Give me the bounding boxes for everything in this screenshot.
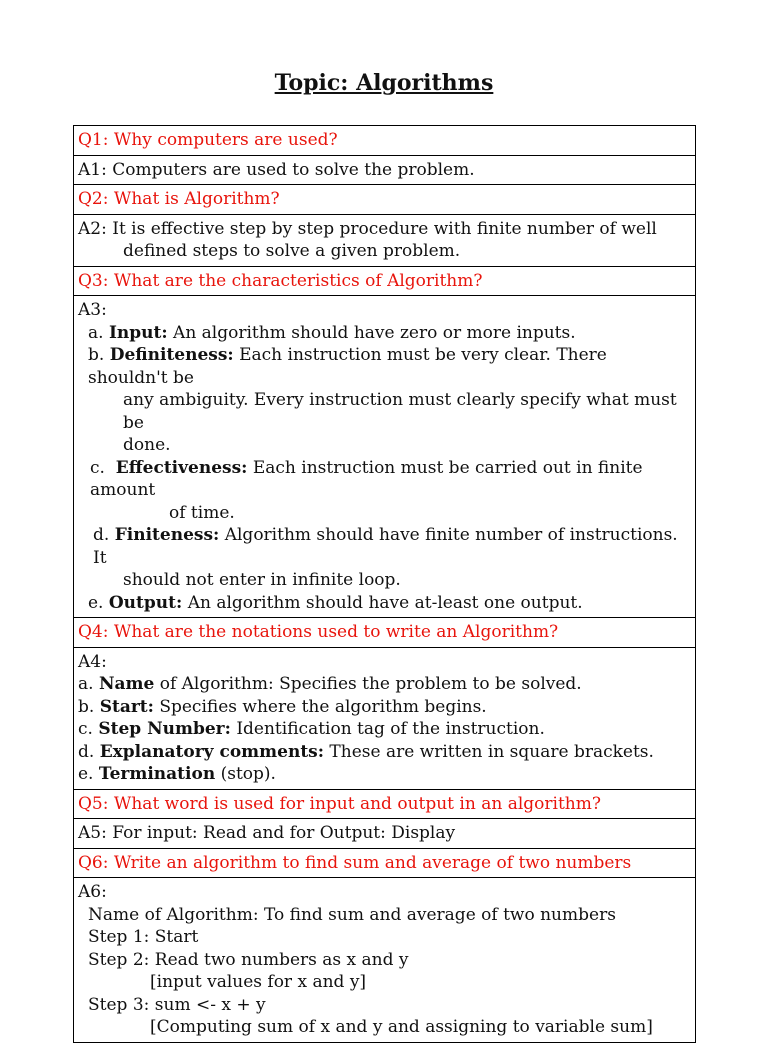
list-text: Each instruction must be carried out in finite amount (90, 457, 643, 500)
list-text: Identification tag of the instruction. (236, 719, 545, 739)
list-term: Start: (99, 696, 154, 717)
list-text: (stop). (220, 764, 276, 784)
question-row (74, 789, 696, 819)
question-row (74, 185, 696, 215)
list-text: Algorithm should have finite number of instructions. It (93, 525, 678, 568)
list-item (78, 763, 691, 786)
list-text: of Algorithm: Specifies the problem to be solved. (159, 674, 582, 694)
question-3: Q3: What are the characteristics of Algorithm? (74, 266, 696, 296)
answer-3 (74, 296, 696, 618)
list-text: An algorithm should have zero or more inputs. (173, 322, 576, 343)
list-term: Effectiveness: (115, 457, 248, 478)
list-item (78, 673, 691, 696)
list-marker: e. (78, 764, 94, 784)
algorithm-name: Name of Algorithm: To find sum and average of two numbers (88, 904, 616, 925)
list-item (78, 344, 691, 389)
list-term: Definiteness: (109, 345, 234, 365)
list-term: Finiteness: (114, 525, 220, 545)
answer-row (74, 819, 696, 849)
question-row (74, 848, 696, 878)
list-marker: b. (78, 696, 95, 717)
answer-1: A1: Computers are used to solve the problem. (74, 155, 696, 185)
list-marker: d. (78, 741, 95, 762)
list-term: Input: (108, 322, 168, 343)
list-text: Each instruction must be very clear. There shouldn't be (88, 345, 607, 388)
list-text: any ambiguity. Every instruction must clearly specify what must be (123, 390, 677, 433)
list-term: Output: (108, 592, 183, 613)
list-item (78, 696, 691, 719)
answer-4 (74, 647, 696, 789)
answer-5: A5: For input: Read and for Output: Display (74, 819, 696, 849)
list-marker: c. (90, 457, 105, 478)
answer-label: A6: (78, 882, 107, 902)
step-line: Step 2: Read two numbers as x and y (88, 949, 409, 970)
list-item (78, 718, 691, 741)
list-item (78, 592, 691, 615)
list-marker: b. (88, 345, 105, 365)
list-marker: e. (88, 592, 104, 613)
question-4: Q4: What are the notations used to write an Algorithm? (74, 618, 696, 648)
list-term: Termination (98, 764, 216, 784)
answer-2-line: defined steps to solve a given problem. (123, 241, 461, 261)
list-marker: a. (78, 674, 94, 694)
list-item (78, 524, 691, 569)
list-marker: c. (78, 719, 93, 739)
question-6: Q6: Write an algorithm to find sum and average of two numbers (74, 848, 696, 878)
answer-2-line: A2: It is effective step by step procedure with finite number of well (78, 218, 657, 239)
list-term: Step Number: (98, 719, 231, 739)
question-row (74, 618, 696, 648)
page-title: Topic: Algorithms (274, 70, 494, 96)
answer-row (74, 647, 696, 789)
answer-2 (74, 214, 696, 266)
step-note: [Computing sum of x and y and assigning to variable sum] (150, 1017, 653, 1037)
answer-row (74, 155, 696, 185)
list-term: Name (98, 674, 155, 694)
list-term: Explanatory comments: (99, 741, 325, 762)
list-text: done. (123, 435, 171, 455)
answer-label: A4: (78, 651, 107, 672)
question-2: Q2: What is Algorithm? (74, 185, 696, 215)
question-1: Q1: Why computers are used? (74, 126, 696, 156)
list-marker: a. (88, 322, 104, 343)
step-line: Step 3: sum <- x + y (88, 994, 266, 1015)
list-text: should not enter in infinite loop. (123, 570, 401, 590)
answer-label: A3: (78, 300, 107, 320)
question-5: Q5: What word is used for input and output in an algorithm? (74, 789, 696, 819)
question-row (74, 266, 696, 296)
list-item (78, 457, 691, 502)
qa-table (73, 125, 696, 1043)
question-row (74, 126, 696, 156)
step-note: [input values for x and y] (150, 972, 367, 992)
list-text: Specifies where the algorithm begins. (159, 696, 487, 717)
answer-row (74, 214, 696, 266)
list-text: of time. (169, 502, 235, 523)
step-line: Step 1: Start (88, 927, 199, 947)
list-item (78, 322, 691, 345)
list-text: These are written in square brackets. (329, 741, 654, 762)
answer-row (74, 878, 696, 1043)
answer-6 (74, 878, 696, 1043)
list-item (78, 741, 691, 764)
list-marker: d. (93, 525, 110, 545)
list-text: An algorithm should have at-least one output. (187, 592, 583, 613)
answer-row (74, 296, 696, 618)
